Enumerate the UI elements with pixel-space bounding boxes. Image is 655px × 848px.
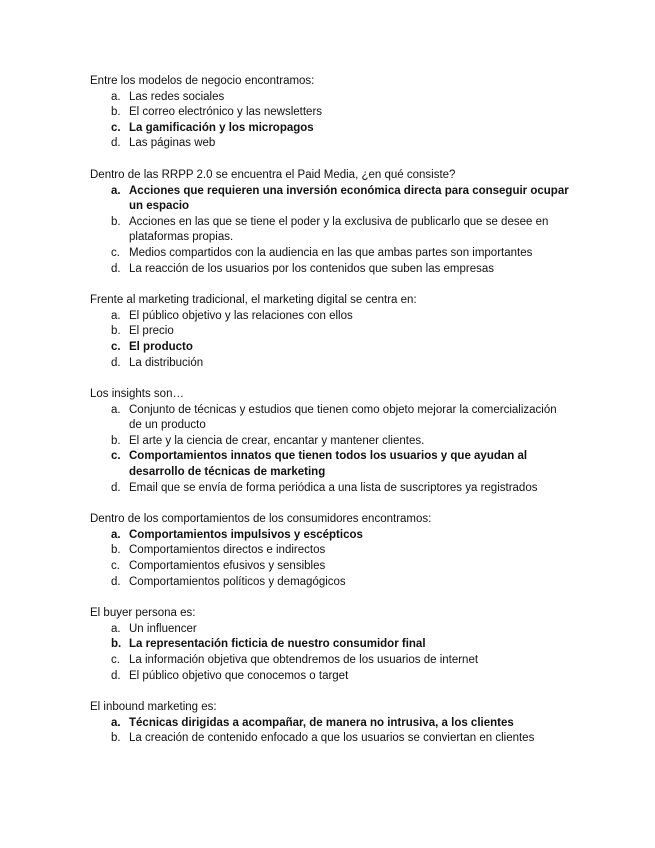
option-text: El arte y la ciencia de crear, encantar y mantener clientes.: [129, 434, 425, 447]
option-text: Las redes sociales: [129, 90, 225, 103]
answer-option: [0, 90, 655, 106]
option-letter: b.: [111, 638, 122, 651]
correct-answer-option: [0, 528, 655, 544]
option-text: La gamificación y los micropagos: [129, 121, 314, 134]
answer-options-list: [0, 622, 655, 684]
option-text: Comportamientos efusivos y sensibles: [129, 560, 326, 573]
option-letter: d.: [111, 669, 121, 682]
option-letter: a.: [111, 716, 121, 729]
option-letter: a.: [111, 528, 121, 541]
option-text: Comportamientos políticos y demagógicos: [129, 575, 346, 588]
question-block: [0, 700, 655, 747]
option-letter: d.: [111, 137, 121, 150]
answer-options-list: [0, 528, 655, 590]
option-text: Un influencer: [129, 622, 197, 635]
question-prompt: Los insights son…: [90, 388, 184, 401]
question-block: [0, 168, 655, 277]
option-letter: a.: [111, 90, 121, 103]
answer-option: [0, 136, 655, 152]
option-text: Medios compartidos con la audiencia en las que ambas partes son importantes: [129, 246, 533, 259]
option-letter: d.: [111, 356, 121, 369]
question-block: [0, 606, 655, 684]
option-text: La reacción de los usuarios por los contenidos que suben las empresas: [129, 262, 495, 275]
question-prompt: El buyer persona es:: [90, 607, 196, 620]
correct-answer-option: [0, 184, 655, 215]
answer-option: [0, 434, 655, 450]
option-letter: b.: [111, 215, 121, 228]
option-letter: a.: [111, 309, 121, 322]
option-text: La información objetiva que obtendremos de los usuarios de internet: [129, 654, 479, 666]
question-block: [0, 74, 655, 152]
answer-options-list: [0, 716, 655, 747]
answer-option: [0, 622, 655, 638]
option-letter: d.: [111, 262, 121, 275]
option-letter: b.: [111, 732, 121, 745]
option-text: Comportamientos innatos que tienen todos los usuarios y que ayudan al desarrollo de técnicas de marketing: [129, 450, 528, 479]
correct-answer-option: [0, 637, 655, 653]
question-block: [0, 512, 655, 590]
option-letter: a.: [111, 184, 121, 197]
option-letter: c.: [111, 340, 121, 353]
option-letter: c.: [111, 560, 120, 573]
option-text: La representación ficticia de nuestro consumidor final: [129, 638, 426, 651]
option-text: El producto: [129, 340, 193, 353]
answer-options-list: [0, 90, 655, 152]
answer-option: [0, 481, 655, 497]
option-letter: c.: [111, 121, 121, 134]
option-text: Conjunto de técnicas y estudios que tienen como objeto mejorar la comercialización de un producto: [129, 403, 557, 432]
question-block: [0, 387, 655, 496]
option-text: La creación de contenido enfocado a que los usuarios se conviertan en clientes: [129, 732, 535, 745]
answer-option: [0, 403, 655, 434]
answer-option: [0, 559, 655, 575]
answer-option: [0, 731, 655, 747]
option-letter: b.: [111, 434, 121, 447]
option-letter: c.: [111, 450, 121, 463]
option-text: El precio: [129, 325, 174, 338]
option-text: Acciones que requieren una inversión económica directa para conseguir ocupar un espacio: [129, 184, 569, 213]
answer-option: [0, 543, 655, 559]
answer-option: [0, 324, 655, 340]
answer-option: [0, 262, 655, 278]
option-text: Acciones en las que se tiene el poder y la exclusiva de publicarlo que se desee en plataformas propias.: [129, 215, 549, 244]
question-prompt: Frente al marketing tradicional, el marketing digital se centra en:: [90, 294, 417, 307]
option-text: La distribución: [129, 356, 204, 369]
answer-option: [0, 246, 655, 262]
answer-options-list: [0, 403, 655, 497]
option-letter: a.: [111, 403, 121, 416]
option-letter: b.: [111, 325, 121, 338]
answer-option: [0, 356, 655, 372]
answer-option: [0, 669, 655, 685]
option-letter: b.: [111, 106, 121, 119]
correct-answer-option: [0, 340, 655, 356]
answer-option: [0, 653, 655, 669]
answer-option: [0, 575, 655, 591]
correct-answer-option: [0, 121, 655, 137]
option-letter: d.: [111, 481, 121, 494]
option-letter: c.: [111, 654, 120, 666]
option-text: Comportamientos directos e indirectos: [129, 544, 326, 557]
answer-option: [0, 105, 655, 121]
option-text: Email que se envía de forma periódica a una lista de suscriptores ya registrados: [129, 481, 538, 494]
question-prompt: Dentro de las RRPP 2.0 se encuentra el Paid Media, ¿en qué consiste?: [90, 168, 456, 181]
answer-option: [0, 309, 655, 325]
option-letter: a.: [111, 622, 121, 635]
option-letter: d.: [111, 575, 121, 588]
answer-option: [0, 215, 655, 246]
quiz-document: [0, 74, 655, 763]
question-prompt: Dentro de los comportamientos de los consumidores encontramos:: [90, 513, 432, 526]
answer-options-list: [0, 184, 655, 278]
question-prompt: El inbound marketing es:: [90, 701, 217, 714]
question-prompt: Entre los modelos de negocio encontramos:: [90, 75, 315, 87]
option-text: Las páginas web: [129, 137, 216, 150]
question-block: [0, 293, 655, 371]
option-text: Técnicas dirigidas a acompañar, de manera no intrusiva, a los clientes: [129, 716, 514, 729]
option-letter: c.: [111, 246, 120, 259]
option-text: El público objetivo y las relaciones con ellos: [129, 309, 353, 322]
option-text: El público objetivo que conocemos o target: [129, 669, 349, 682]
correct-answer-option: [0, 716, 655, 732]
correct-answer-option: [0, 449, 655, 480]
answer-options-list: [0, 309, 655, 371]
option-letter: b.: [111, 544, 121, 557]
option-text: Comportamientos impulsivos y escépticos: [129, 528, 363, 541]
option-text: El correo electrónico y las newsletters: [129, 106, 323, 119]
